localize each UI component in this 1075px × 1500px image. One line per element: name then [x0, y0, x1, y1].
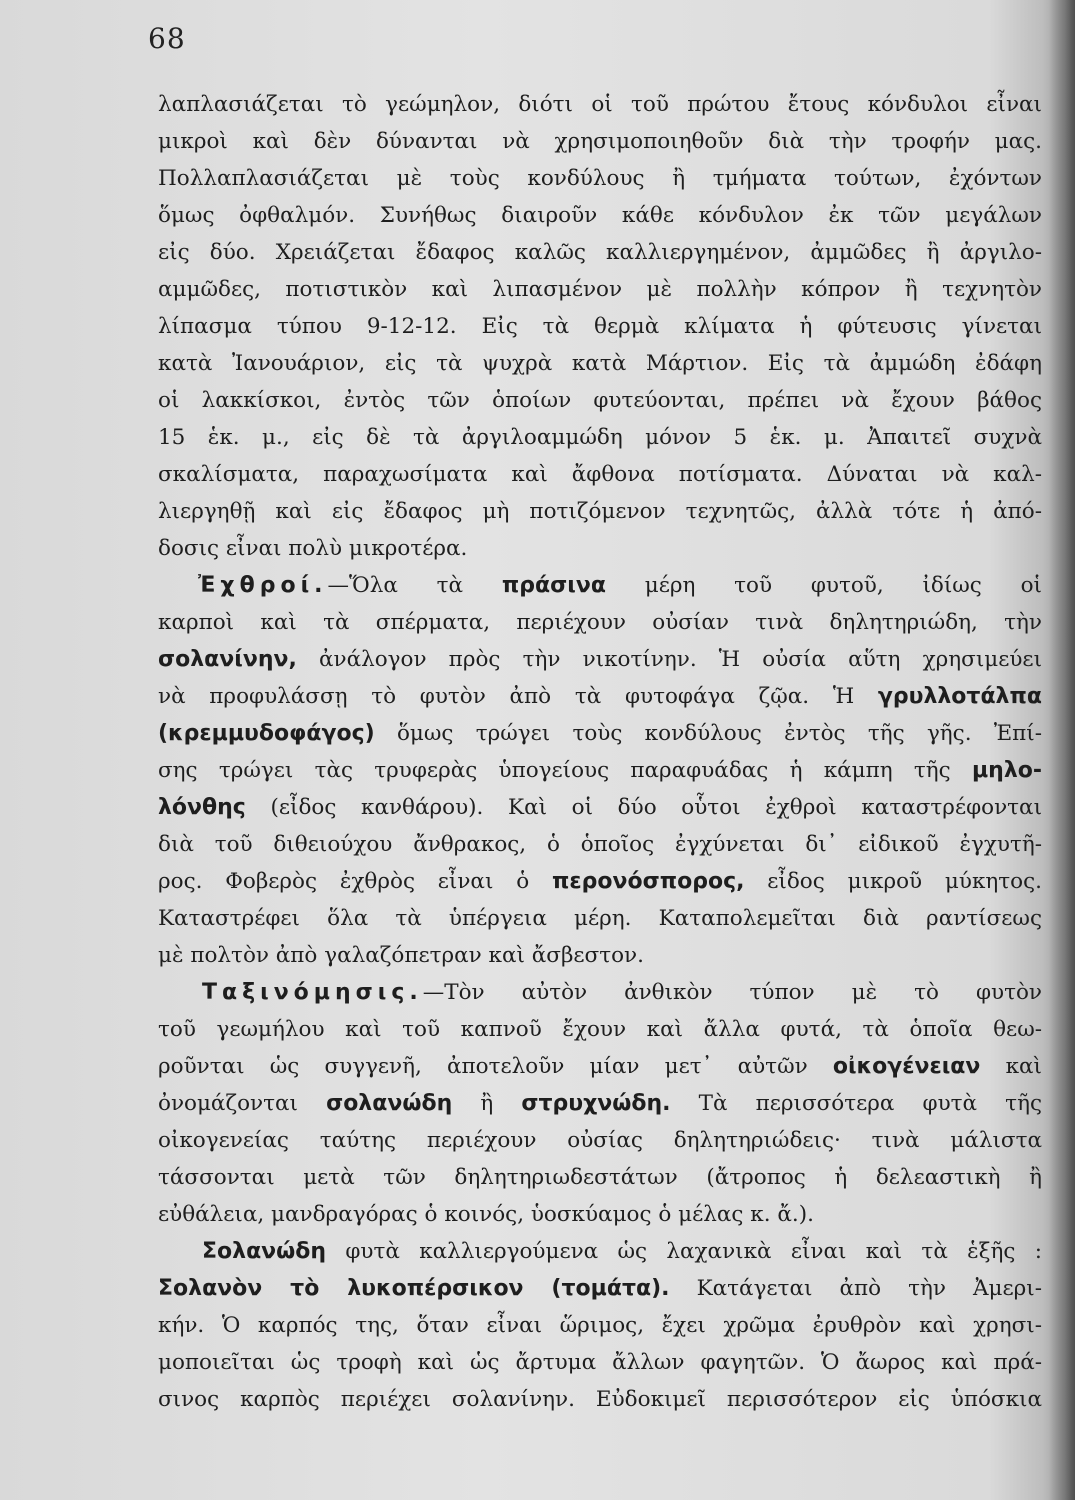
text-run: οἱ λακκίσκοι, ἐντὸς τῶν ὁποίων φυτεύονται, πρέπει νὰ ἔχουν βάθος	[158, 388, 1042, 413]
text-line	[158, 419, 1042, 456]
text-run: δοσις εἶναι πολὺ μικροτέρα.	[158, 536, 468, 561]
page-number: 68	[148, 22, 186, 55]
text-line	[158, 530, 1042, 567]
text-run: νὰ προφυλάσσῃ τὸ φυτὸν ἀπὸ τὰ φυτοφάγα ζῷα. Ἡ	[158, 684, 878, 709]
text-line	[158, 900, 1042, 937]
text-line	[158, 308, 1042, 345]
text-run: ροῦνται ὡς συγγενῆ, ἀποτελοῦν μίαν μετ᾽ αὐτῶν	[158, 1054, 833, 1079]
text-line	[158, 1233, 1042, 1270]
text-run: κήν. Ὁ καρπός της, ὅταν εἶναι ὥριμος, ἔχει χρῶμα ἐρυθρὸν καὶ χρησι-	[158, 1313, 1042, 1338]
text-run: ὀνομάζονται	[158, 1091, 327, 1116]
text-line	[158, 1196, 1042, 1233]
bold-term: σολανώδη	[326, 1091, 453, 1116]
text-line	[158, 826, 1042, 863]
text-run: αμμῶδες, ποτιστικὸν καὶ λιπασμένον μὲ πολλὴν κόπρον ἢ τεχνητὸν	[158, 277, 1042, 302]
section-heading-classification: Ταξινόμησις.	[202, 980, 423, 1005]
text-run: μὲ πολτὸν ἀπὸ γαλαζόπετραν καὶ ἄσβεστον.	[158, 943, 644, 968]
bold-term: (κρεμμυδοφάγος)	[158, 721, 375, 746]
text-line	[158, 1048, 1042, 1085]
text-run: διὰ τοῦ διθειούχου ἄνθρακος, ὁ ὁποῖος ἐγχύνεται δι᾽ εἰδικοῦ ἐγχυτῆ-	[158, 832, 1042, 857]
text-run: φυτὰ καλλιεργούμενα ὡς λαχανικὰ εἶναι καὶ τὰ ἑξῆς :	[326, 1239, 1042, 1264]
text-run: τοῦ γεωμήλου καὶ τοῦ καπνοῦ ἔχουν καὶ ἄλλα φυτά, τὰ ὁποῖα θεω-	[158, 1017, 1042, 1042]
text-line	[158, 678, 1042, 715]
text-run: σινος καρπὸς περιέχει σολανίνην. Εὐδοκιμεῖ περισσότερον εἰς ὑπόσκια	[158, 1387, 1042, 1412]
bold-term: Σολανώδη	[202, 1239, 327, 1264]
text-run: σκαλίσματα, παραχωσίματα καὶ ἄφθονα ποτίσματα. Δύναται νὰ καλ-	[158, 462, 1042, 487]
text-run: καρποὶ καὶ τὰ σπέρματα, περιέχουν οὐσίαν τινὰ δηλητηριώδη, τὴν	[158, 610, 1042, 635]
text-run: σης τρώγει τὰς τρυφερὰς ὑπογείους παραφυάδας ἡ κάμπη τῆς	[158, 758, 972, 783]
text-run: κατὰ Ἰανουάριον, εἰς τὰ ψυχρὰ κατὰ Μάρτιον. Εἰς τὰ ἀμμώδη ἐδάφη	[158, 351, 1042, 376]
text-run: ὅμως ὀφθαλμόν. Συνήθως διαιροῦν κάθε κόνδυλον ἐκ τῶν μεγάλων	[158, 203, 1042, 228]
bold-term: πράσινα	[501, 573, 606, 598]
text-line	[158, 234, 1042, 271]
text-line	[158, 197, 1042, 234]
text-run: ὅμως τρώγει τοὺς κονδύλους ἐντὸς τῆς γῆς. Ἐπί-	[374, 721, 1042, 746]
text-run: τάσσονται μετὰ τῶν δηλητηριωδεστάτων (ἄτροπος ἡ δελεαστικὴ ἢ	[158, 1165, 1042, 1190]
text-run: καὶ	[980, 1054, 1042, 1079]
bold-term: Σολανὸν τὸ λυκοπέρσικον (τομάτα).	[158, 1276, 670, 1301]
bold-term: λόνθης	[158, 795, 246, 820]
text-line	[158, 160, 1042, 197]
text-run: (εἶδος κανθάρου). Καὶ οἱ δύο οὗτοι ἐχθροὶ καταστρέφονται	[245, 795, 1042, 820]
text-line	[158, 937, 1042, 974]
text-line	[158, 641, 1042, 678]
text-run: λίπασμα τύπου 9-12-12. Εἰς τὰ θερμὰ κλίματα ἡ φύτευσις γίνεται	[158, 314, 1042, 339]
text-run: μοποιεῖται ὡς τροφὴ καὶ ὡς ἄρτυμα ἄλλων φαγητῶν. Ὁ ἄωρος καὶ πρά-	[158, 1350, 1042, 1375]
section-heading-line-classification	[158, 974, 1042, 1011]
text-line	[158, 493, 1042, 530]
bold-term: σολανίνην,	[158, 647, 297, 672]
section-heading-enemies: Ἐχθροί.	[198, 573, 328, 598]
text-run: λιεργηθῇ καὶ εἰς ἔδαφος μὴ ποτιζόμενον τεχνητῶς, ἀλλὰ τότε ἡ ἀπό-	[158, 499, 1042, 524]
text-line	[158, 1344, 1042, 1381]
text-run: μικροὶ καὶ δὲν δύνανται νὰ χρησιμοποιηθοῦν διὰ τὴν τροφήν μας.	[158, 129, 1042, 154]
text-line	[158, 345, 1042, 382]
text-line	[158, 863, 1042, 900]
text-line	[158, 1381, 1042, 1418]
page-body-text	[158, 86, 1042, 1418]
bold-term: στρυχνώδη.	[521, 1091, 671, 1116]
text-line	[158, 752, 1042, 789]
text-run: —Ὅλα τὰ	[327, 573, 502, 598]
text-run: ἢ	[452, 1091, 522, 1116]
text-line	[158, 1011, 1042, 1048]
text-line	[158, 1270, 1042, 1307]
text-run: μέρη τοῦ φυτοῦ, ἰδίως οἱ	[605, 573, 1042, 598]
text-run: Κατάγεται ἀπὸ τὴν Ἀμερι-	[669, 1276, 1042, 1301]
text-run: λαπλασιάζεται τὸ γεώμηλον, διότι οἱ τοῦ πρώτου ἔτους κόνδυλοι εἶναι	[158, 92, 1042, 117]
text-line	[158, 382, 1042, 419]
text-run: εἶδος μικροῦ μύκητος.	[744, 869, 1042, 894]
text-line	[158, 604, 1042, 641]
bold-term: περονόσπορος,	[551, 869, 745, 894]
text-run: 15 ἑκ. μ., εἰς δὲ τὰ ἀργιλοαμμώδη μόνον 5 ἑκ. μ. Ἀπαιτεῖ συχνὰ	[158, 425, 1042, 450]
bold-term: μηλο-	[971, 758, 1042, 783]
text-run: Πολλαπλασιάζεται μὲ τοὺς κονδύλους ἢ τμήματα τούτων, ἐχόντων	[158, 166, 1042, 191]
text-run: ρος. Φοβερὸς ἐχθρὸς εἶναι ὁ	[158, 869, 552, 894]
text-line	[158, 1122, 1042, 1159]
text-line	[158, 86, 1042, 123]
text-line	[158, 789, 1042, 826]
text-run: Τὰ περισσότερα φυτὰ τῆς	[670, 1091, 1042, 1116]
text-line	[158, 1159, 1042, 1196]
text-line	[158, 271, 1042, 308]
text-run: οἰκογενείας ταύτης περιέχουν οὐσίας δηλητηριώδεις· τινὰ μάλιστα	[158, 1128, 1042, 1153]
text-line	[158, 456, 1042, 493]
text-run: —Τὸν αὐτὸν ἀνθικὸν τύπον μὲ τὸ φυτὸν	[422, 980, 1042, 1005]
bold-term: γρυλλοτάλπα	[877, 684, 1042, 709]
section-heading-line-enemies	[158, 567, 1042, 604]
bold-term: οἰκογένειαν	[832, 1054, 981, 1079]
text-line	[158, 1085, 1042, 1122]
text-line	[158, 123, 1042, 160]
text-run: εὐθάλεια, μανδραγόρας ὁ κοινός, ὑοσκύαμος ὁ μέλας κ. ἄ.).	[158, 1202, 814, 1227]
book-spine-shadow	[1049, 0, 1075, 1500]
text-run: εἰς δύο. Χρειάζεται ἔδαφος καλῶς καλλιεργημένον, ἀμμῶδες ἢ ἀργιλο-	[158, 240, 1042, 265]
text-run: ἀνάλογον πρὸς τὴν νικοτίνην. Ἡ οὐσία αὕτη χρησιμεύει	[296, 647, 1042, 672]
text-line	[158, 715, 1042, 752]
text-run: Καταστρέφει ὅλα τὰ ὑπέργεια μέρη. Καταπολεμεῖται διὰ ραντίσεως	[158, 906, 1042, 931]
text-line	[158, 1307, 1042, 1344]
